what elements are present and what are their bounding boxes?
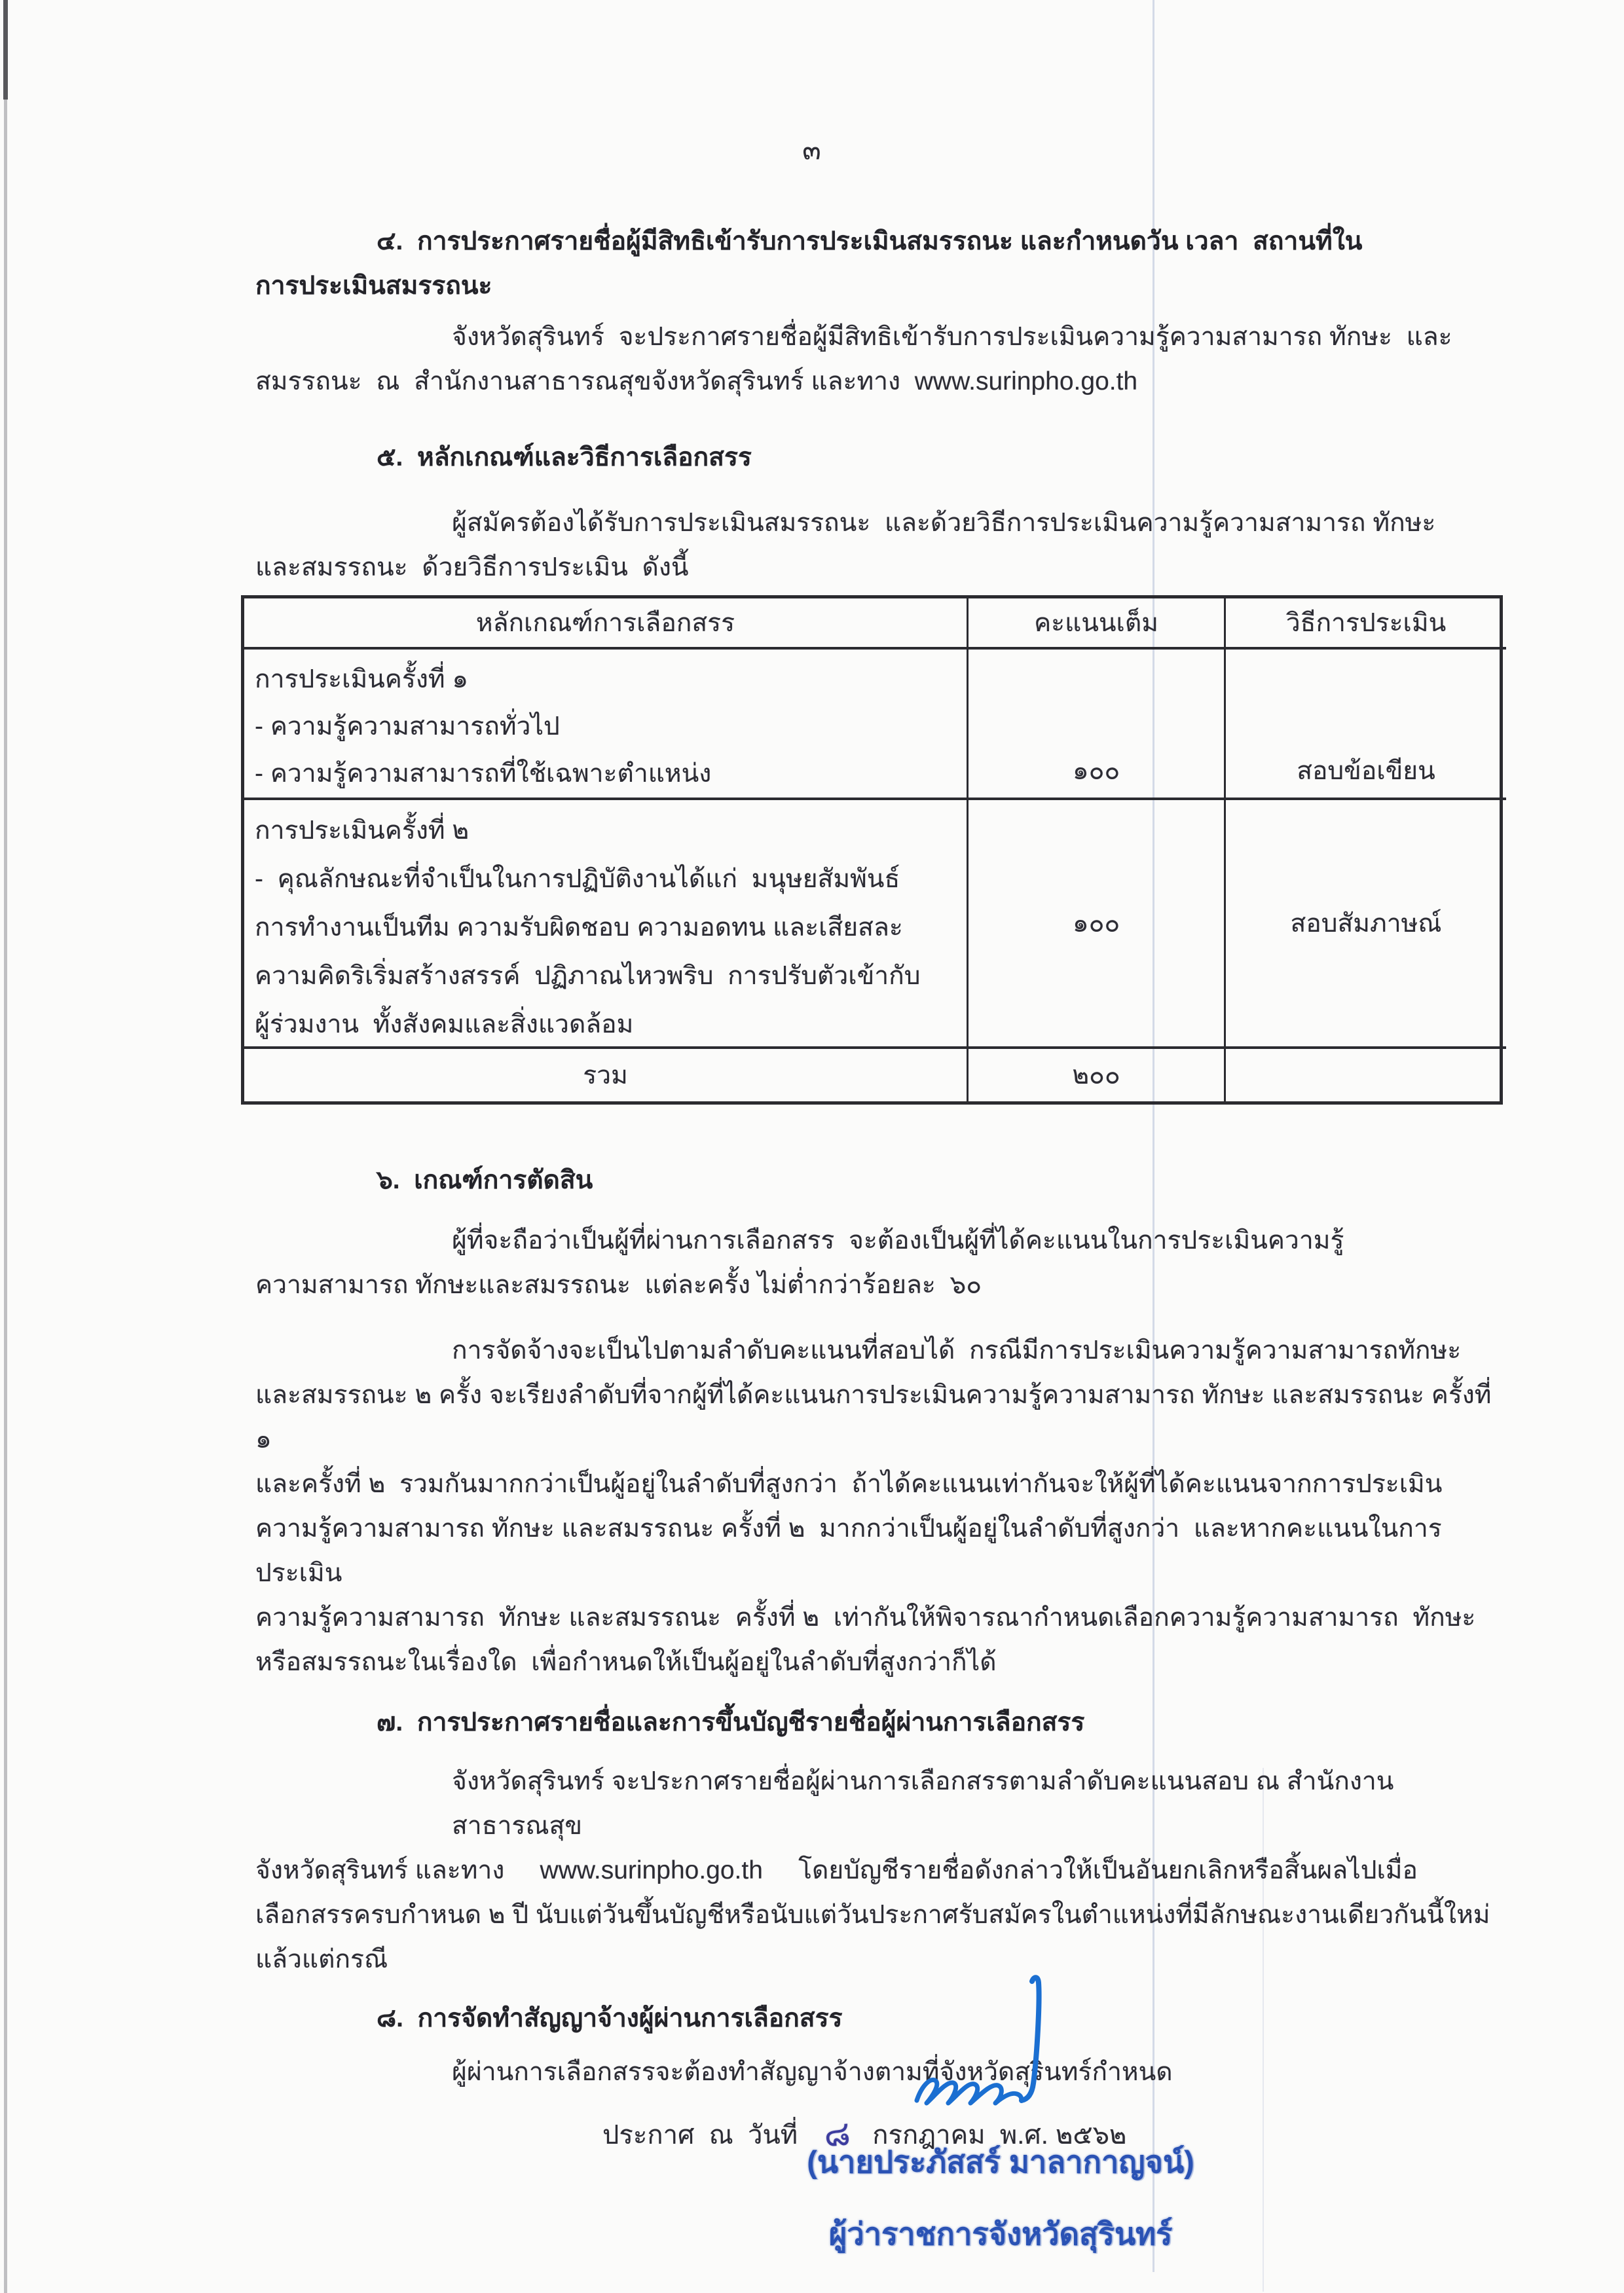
table-row-2-score: ๑๐๐ — [969, 800, 1226, 1049]
scan-edge-line — [4, 0, 7, 2293]
section4-paragraph-line2: สมรรถนะ ณ สำนักงานสาธารณสุขจังหวัดสุรินทร์ และทาง www.surinpho.go.th — [255, 367, 1138, 395]
table-row-1-score: ๑๐๐ — [969, 650, 1226, 800]
scan-edge-dark-mark — [3, 0, 8, 100]
section5-paragraph-line2: และสมรรถนะ ด้วยวิธีการประเมิน ดังนี้ — [255, 553, 689, 581]
section6-paragraph1-line1: ผู้ที่จะถือว่าเป็นผู้ที่ผ่านการเลือกสรร จะต้องเป็นผู้ที่ได้คะแนนในการประเมินความรู้ — [452, 1226, 1344, 1255]
row2-line3: การทำงานเป็นทีม ความรับผิดชอบ ความอดทน และเสียสละ — [255, 913, 903, 942]
handwritten-day: ๘ — [822, 2114, 853, 2155]
section7-paragraph-line3: เลือกสรรครบกำหนด ๒ ปี นับแต่วันขึ้นบัญชีหรือนับแต่วันประกาศรับสมัครในตำแหน่งที่มีลักษณะงานเดียวกันนี้ใหม่ — [255, 1901, 1490, 1929]
section8-heading: ๘. การจัดทำสัญญาจ้างผู้ผ่านการเลือกสรร — [377, 2004, 843, 2032]
table-header-criteria: หลักเกณฑ์การเลือกสรร — [244, 598, 969, 650]
row2-line2: - คุณลักษณะที่จำเป็นในการปฏิบัติงานได้แก่ มนุษยสัมพันธ์ — [255, 865, 900, 893]
signature-ink — [897, 1972, 1061, 2142]
section7-heading: ๗. การประกาศรายชื่อและการขึ้นบัญชีรายชื่อผู้ผ่านการเลือกสรร — [377, 1708, 1085, 1736]
row2-line1: การประเมินครั้งที่ ๒ — [255, 816, 470, 845]
table-row-2-method: สอบสัมภาษณ์ — [1226, 800, 1506, 1049]
section5-heading: ๕. หลักเกณฑ์และวิธีการเลือกสรร — [377, 443, 752, 471]
section6-paragraph2-line3: และครั้งที่ ๒ รวมกันมากกว่าเป็นผู้อยู่ในลำดับที่สูงกว่า ถ้าได้คะแนนเท่ากันจะให้ผู้ที่ได้คะแนนจากการประเมิน — [255, 1470, 1443, 1498]
row2-line5: ผู้ร่วมงาน ทั้งสังคมและสิ่งแวดล้อม — [255, 1010, 634, 1038]
signatory-title: ผู้ว่าราชการจังหวัดสุรินทร์ — [828, 2216, 1173, 2251]
section5-paragraph-line1: ผู้สมัครต้องได้รับการประเมินสมรรถนะ และด้วยวิธีการประเมินความรู้ความสามารถ ทักษะ — [452, 509, 1436, 537]
row1-line2: - ความรู้ความสามารถทั่วไป — [255, 712, 560, 741]
table-total-label: รวม — [244, 1049, 969, 1101]
criteria-table — [241, 595, 1503, 1105]
section4-paragraph-line1: จังหวัดสุรินทร์ จะประกาศรายชื่อผู้มีสิทธิเข้ารับการประเมินความรู้ความสามารถ ทักษะ และ — [452, 323, 1452, 351]
section7-paragraph-line1: จังหวัดสุรินทร์ จะประกาศรายชื่อผู้ผ่านการเลือกสรรตามลำดับคะแนนสอบ ณ สำนักงานสาธารณสุข — [452, 1767, 1394, 1840]
table-row-1-method: สอบข้อเขียน — [1226, 650, 1506, 800]
section6-heading: ๖. เกณฑ์การตัดสิน — [377, 1166, 593, 1194]
signatory-name: (นายประภัสสร์ มาลากาญจน์) — [807, 2144, 1194, 2179]
section6-paragraph2-line2: และสมรรถนะ ๒ ครั้ง จะเรียงลำดับที่จากผู้ที่ได้คะแนนการประเมินความรู้ความสามารถ ทักษะ และสมรรถนะ ครั้งที่ ๑ — [255, 1381, 1499, 1454]
promulgation-prefix: ประกาศ ณ วันที่ — [602, 2121, 798, 2150]
section7-paragraph-line2: จังหวัดสุรินทร์ และทาง www.surinpho.go.th โดยบัญชีรายชื่อดังกล่าวให้เป็นอันยกเลิกหรือสิ้นผลไปเมื่อ — [255, 1856, 1418, 1884]
table-row-1-criteria — [244, 650, 969, 800]
section6-paragraph2-line6: หรือสมรรถนะในเรื่องใด เพื่อกำหนดให้เป็นผู้อยู่ในลำดับที่สูงกว่าก็ได้ — [255, 1648, 997, 1676]
signatory-stamp — [706, 2141, 1295, 2255]
promulgation-suffix: กรกฎาคม พ.ศ. ๒๕๖๒ — [872, 2121, 1127, 2150]
page-number: ๓ — [802, 134, 822, 165]
document-body — [255, 0, 1506, 2157]
row1-line1: การประเมินครั้งที่ ๑ — [255, 665, 469, 693]
table-header-method: วิธีการประเมิน — [1226, 598, 1506, 650]
table-header-full-score: คะแนนเต็ม — [969, 598, 1226, 650]
table-row-2-criteria — [244, 800, 969, 1049]
table-total-method-empty — [1226, 1049, 1506, 1101]
section8-paragraph: ผู้ผ่านการเลือกสรรจะต้องทำสัญญาจ้างตามที่จังหวัดสุรินทร์กำหนด — [452, 2058, 1173, 2086]
row2-line4: ความคิดริเริ่มสร้างสรรค์ ปฏิภาณไหวพริบ การปรับตัวเข้ากับ — [255, 962, 921, 990]
section6-paragraph2-line4: ความรู้ความสามารถ ทักษะ และสมรรถนะ ครั้งที่ ๒ มากกว่าเป็นผู้อยู่ในลำดับที่สูงกว่า และหากคะแนนในการประเมิน — [255, 1514, 1442, 1587]
row1-line3: - ความรู้ความสามารถที่ใช้เฉพาะตำแหน่ง — [255, 760, 712, 788]
section4-heading-line1: ๔. การประกาศรายชื่อผู้มีสิทธิเข้ารับการประเมินสมรรถนะ และกำหนดวัน เวลา สถานที่ใน — [377, 227, 1363, 255]
section6-paragraph2-line5: ความรู้ความสามารถ ทักษะ และสมรรถนะ ครั้งที่ ๒ เท่ากันให้พิจารณากำหนดเลือกความรู้ความสามารถ ทักษะ — [255, 1604, 1476, 1632]
section4-heading-line2: การประเมินสมรรถนะ — [255, 272, 492, 300]
section7-paragraph-line4: แล้วแต่กรณี — [255, 1945, 388, 1973]
section6-paragraph2-line1: การจัดจ้างจะเป็นไปตามลำดับคะแนนที่สอบได้ กรณีมีการประเมินความรู้ความสามารถทักษะ — [452, 1336, 1462, 1365]
table-total-score: ๒๐๐ — [969, 1049, 1226, 1101]
section6-paragraph1-line2: ความสามารถ ทักษะและสมรรถนะ แต่ละครั้ง ไม่ต่ำกว่าร้อยละ ๖๐ — [255, 1271, 982, 1299]
